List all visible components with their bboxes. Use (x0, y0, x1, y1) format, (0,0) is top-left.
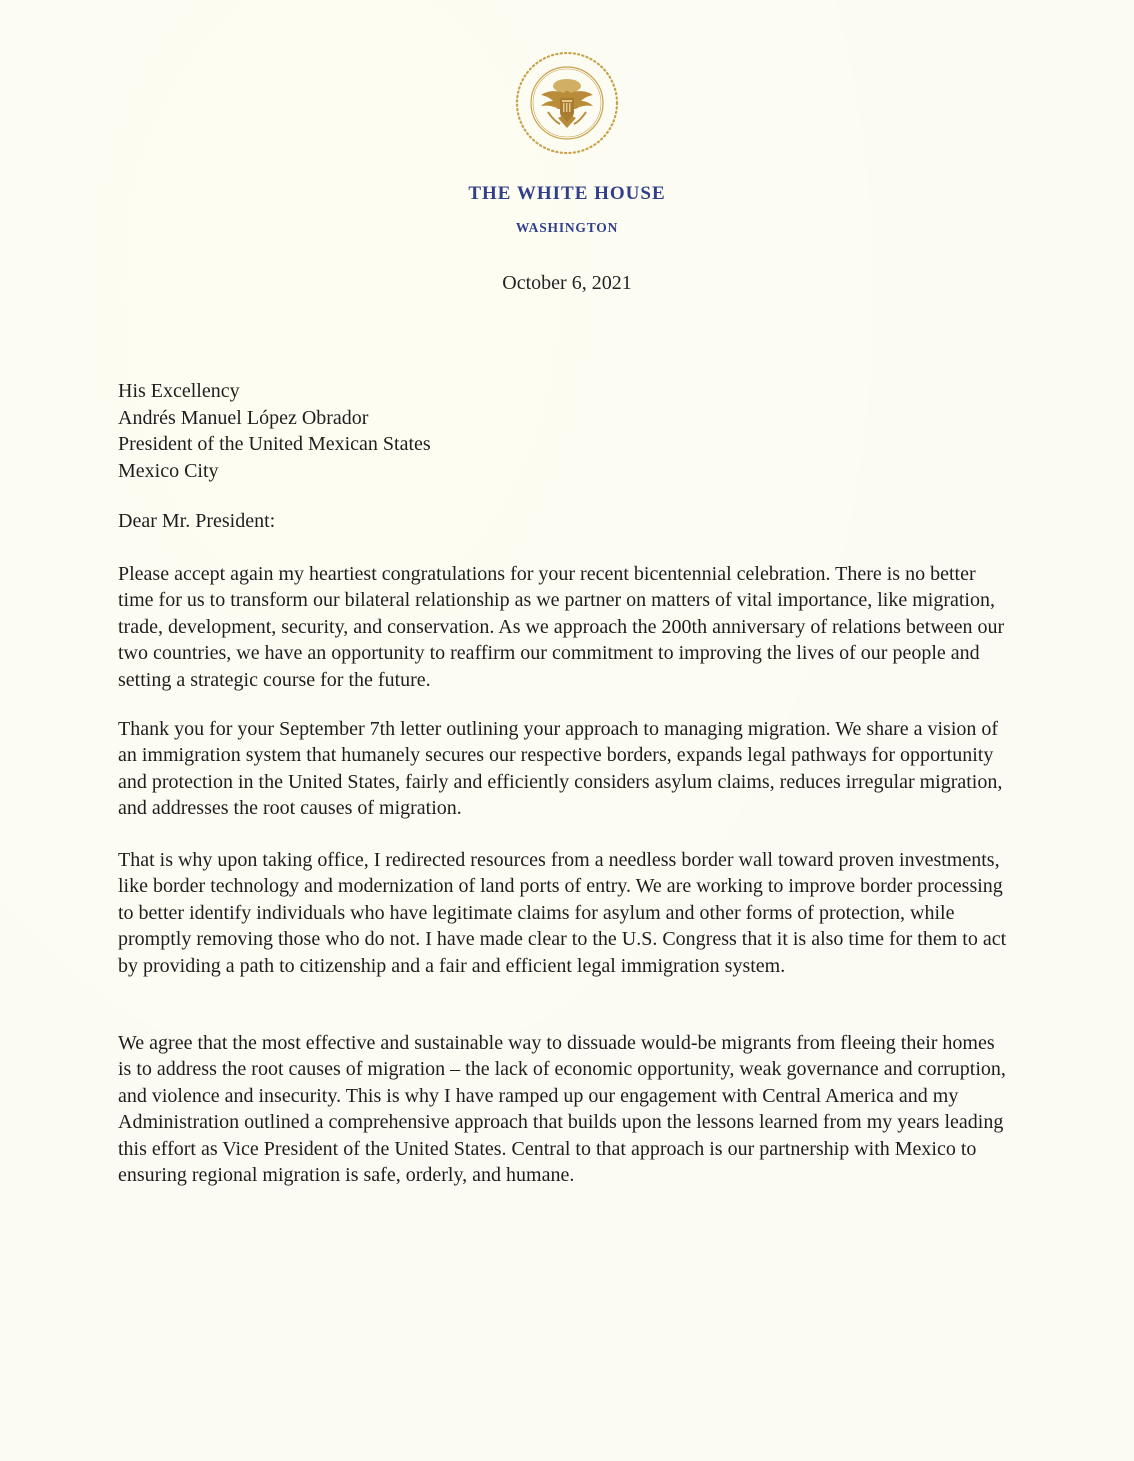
salutation: Dear Mr. President: (118, 510, 276, 532)
letterhead-subtitle: WASHINGTON (515, 220, 619, 235)
recipient-line: Andrés Manuel López Obrador (118, 406, 369, 429)
recipient-line: His Excellency (118, 380, 240, 402)
presidential-seal-icon (514, 50, 620, 156)
letterhead-title: THE WHITE HOUSE (468, 183, 666, 204)
body-paragraph: We agree that the most effective and sustainable way to dissuade would-be migrants from fleeing their homes is to address the root causes of migration – the lack of economic opportunity, weak governance and corruption, and violence and insecurity. This is why I have ramped up our engagement with Central America and my Administration outlined a comprehensive approach that builds upon the lessons learned from my years leading this effort as Vice President of the United States. Central to that approach is our partnership with Mexico to ensuring regional migration is safe, orderly, and humane. (118, 1032, 1006, 1187)
body-paragraph: Please accept again my heartiest congratulations for your recent bicentennial celebration. There is no better time for us to transform our bilateral relationship as we partner on matters of vital importance, like migration, trade, development, security, and conservation. As we approach the 200th anniversary of relations between our two countries, we have an opportunity to reaffirm our commitment to improving the lives of our people and setting a strategic course for the future. (118, 563, 1005, 691)
recipient-line: Mexico City (118, 459, 219, 482)
body-paragraph: That is why upon taking office, I redirected resources from a needless border wall toward proven investments, like border technology and modernization of land ports of entry. We are working to improve border processing to better identify individuals who have legitimate claims for asylum and other forms of protection, while promptly removing those who do not. I have made clear to the U.S. Congress that it is also time for them to act by providing a path to citizenship and a fair and efficient legal immigration system. (118, 849, 1007, 977)
recipient-line: President of the United Mexican States (118, 433, 431, 455)
body-paragraph: Thank you for your September 7th letter outlining your approach to managing migration. We share a vision of an immigration system that humanely secures our respective borders, expands legal pathways for opportunity and protection in the United States, fairly and efficiently considers asylum claims, reduces irregular migration, and addresses the root causes of migration. (118, 718, 1003, 820)
recipient-address (118, 378, 431, 484)
letter-date: October 6, 2021 (502, 272, 632, 294)
